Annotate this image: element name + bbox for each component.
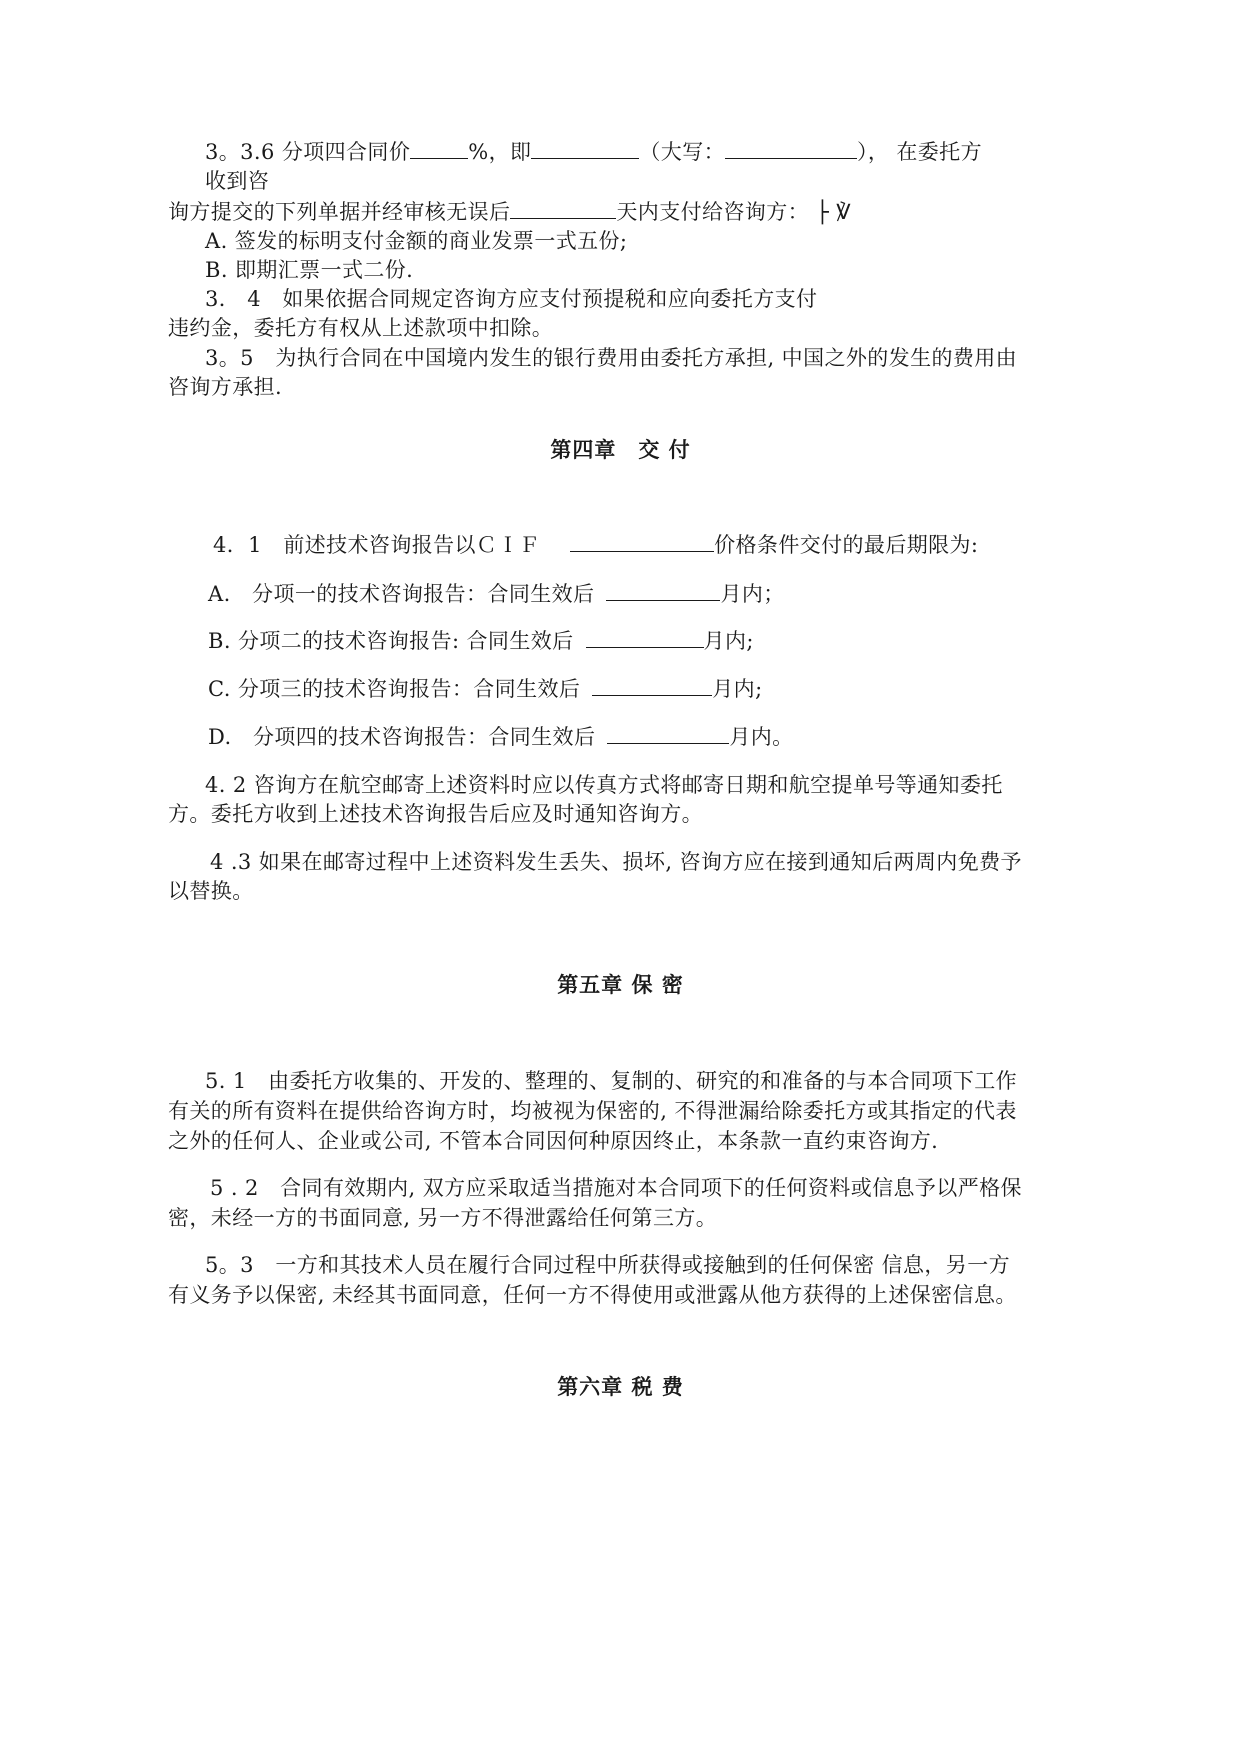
clause-3-5-line2: 咨询方承担.	[168, 375, 283, 399]
clause-text: A. 分项一的技术咨询报告：合同生效后	[208, 582, 595, 606]
clause-text: 4．1 前述技术咨询报告以ＣＩＦ	[213, 533, 541, 557]
clause-4-3-line1: 4 .3 如果在邮寄过程中上述资料发生丢失、损坏, 咨询方应在接到通知后两周内免费予	[210, 850, 1022, 874]
clause-text: ）， 在委托方	[857, 140, 982, 164]
chapter-4-heading: 第四章 交 付	[550, 437, 691, 462]
clause-4-1-item-a	[208, 580, 785, 608]
blank-months	[606, 580, 720, 601]
clause-3-3-6-line2: 收到咨	[205, 169, 270, 193]
clause-text: 天内支付给咨询方： ├ ℣	[616, 200, 851, 224]
blank-port	[570, 531, 714, 552]
clause-3-4-line2: 违约金，委托方有权从上述款项中扣除。	[168, 316, 554, 340]
clause-4-2-line2: 方。委托方收到上述技术咨询报告后应及时通知咨询方。	[168, 802, 703, 826]
clause-4-2-line1: 4. 2 咨询方在航空邮寄上述资料时应以传真方式将邮寄日期和航空提单号等通知委托	[205, 773, 1003, 797]
clause-5-1-line3: 之外的任何人、企业或公司, 不管本合同因何种原因终止，本条款一直约束咨询方.	[168, 1129, 939, 1153]
clause-5-2-line2: 密，未经一方的书面同意, 另一方不得泄露给任何第三方。	[168, 1206, 718, 1230]
clause-3-3-6-line1	[205, 138, 982, 166]
blank-days	[510, 198, 616, 219]
chapter-6-heading: 第六章 税 费	[557, 1374, 684, 1399]
blank-months	[607, 723, 729, 744]
blank-amount	[531, 138, 639, 159]
blank-months	[586, 627, 704, 648]
clause-text: 月内。	[729, 725, 794, 749]
clause-3-3-6-item-b: B. 即期汇票一式二份.	[205, 258, 414, 282]
clause-3-3-6-item-a: A. 签发的标明支付金额的商业发票一式五份;	[205, 229, 628, 253]
clause-5-3-line1: 5。3 一方和其技术人员在履行合同过程中所获得或接触到的任何保密 信息，另一方	[205, 1253, 1010, 1277]
clause-3-4-line1: 3． 4 如果依据合同规定咨询方应支付预提税和应向委托方支付	[205, 287, 818, 311]
clause-4-1-item-d	[208, 723, 794, 751]
clause-text: 询方提交的下列单据并经审核无误后	[168, 200, 511, 224]
clause-text: C. 分项三的技术咨询报告：合同生效后	[208, 677, 581, 701]
clause-4-1-line1	[213, 531, 978, 559]
clause-5-3-line2: 有义务予以保密, 未经其书面同意，任何一方不得使用或泄露从他方获得的上述保密信息。	[168, 1283, 1017, 1307]
clause-3-5-line1: 3。5 为执行合同在中国境内发生的银行费用由委托方承担, 中国之外的发生的费用由	[205, 346, 1018, 370]
clause-4-1-item-b	[208, 627, 754, 655]
clause-text: 月内;	[712, 677, 763, 701]
clause-3-3-6-line3	[168, 198, 851, 226]
clause-text: 3。3.6 分项四合同价	[205, 140, 411, 164]
clause-text: %，即	[468, 140, 532, 164]
chapter-5-heading: 第五章 保 密	[557, 972, 684, 997]
clause-text: D. 分项四的技术咨询报告：合同生效后	[208, 725, 596, 749]
blank-amount-words	[725, 138, 857, 159]
blank-percent	[410, 138, 468, 159]
clause-5-2-line1: 5 . 2 合同有效期内, 双方应采取适当措施对本合同项下的任何资料或信息予以严格保	[210, 1176, 1022, 1200]
clause-4-1-item-c	[208, 675, 763, 703]
clause-text: 月内;	[703, 629, 754, 653]
clause-text: （大写：	[639, 140, 725, 164]
clause-text: B. 分项二的技术咨询报告: 合同生效后	[208, 629, 574, 653]
clause-5-1-line2: 有关的所有资料在提供给咨询方时，均被视为保密的, 不得泄漏给除委托方或其指定的代表	[168, 1099, 1017, 1123]
clause-text: 价格条件交付的最后期限为:	[714, 533, 979, 557]
clause-4-3-line2: 以替换。	[168, 879, 254, 903]
blank-months	[592, 675, 712, 696]
clause-5-1-line1: 5. 1 由委托方收集的、开发的、整理的、复制的、研究的和准备的与本合同项下工作	[205, 1069, 1018, 1093]
clause-text: 月内；	[720, 582, 785, 606]
